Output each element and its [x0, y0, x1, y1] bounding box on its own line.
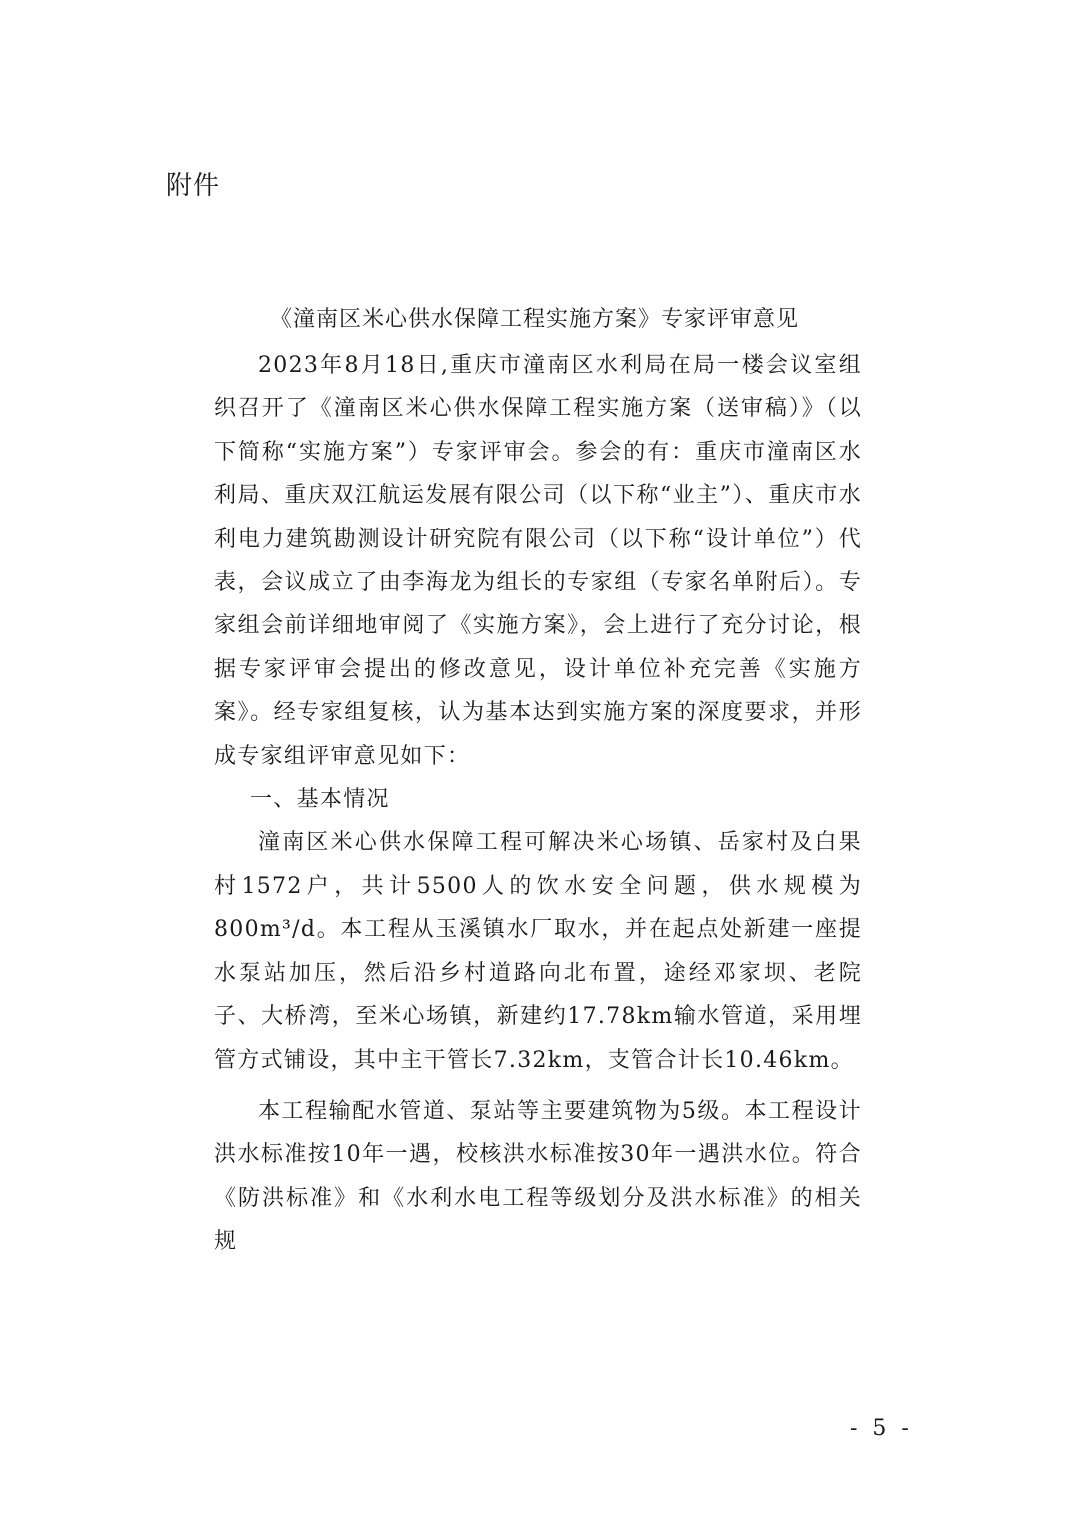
document-title: 《潼南区米心供水保障工程实施方案》专家评审意见 — [270, 307, 800, 332]
section-heading-basic-info: 一、基本情况 — [250, 787, 390, 813]
document-body — [214, 344, 862, 1264]
attachment-label: 附件 — [166, 171, 221, 201]
paragraph-intro: 2023年8月18日,重庆市潼南区水利局在局一楼会议室组织召开了《潼南区米心供水保障工程实施方案（送审稿）》（以下简称“实施方案”）专家评审会。参会的有：重庆市潼南区水利局、重庆双江航运发展有限公司（以下称“业主”）、重庆市水利电力建筑勘测设计研究院有限公司（以下称“设计单位”）代表，会议成立了由李海龙为组长的专家组（专家名单附后）。专家组会前详细地审阅了《实施方案》，会上进行了充分讨论，根据专家评审会提出的修改意见，设计单位补充完善《实施方案》。经专家组复核，认为基本达到实施方案的深度要求，并形成专家组评审意见如下： — [214, 353, 862, 769]
paragraph-standards: 本工程输配水管道、泵站等主要建筑物为5级。本工程设计洪水标准按10年一遇，校核洪水标准按30年一遇洪水位。符合《防洪标准》和《水利水电工程等级划分及洪水标准》的相关规 — [214, 1098, 862, 1255]
paragraph-basic-info: 潼南区米心供水保障工程可解决米心场镇、岳家村及白果村1572户，共计5500人的饮水安全问题，供水规模为800m³/d。本工程从玉溪镇水厂取水，并在起点处新建一座提水泵站加压，然后沿乡村道路向北布置，途经邓家坝、老院子、大桥湾，至米心场镇，新建约17.78km输水管道，采用埋管方式铺设，其中主干管长7.32km，支管合计长10.46km。 — [214, 830, 862, 1073]
page-number: - 5 - — [850, 1416, 913, 1441]
